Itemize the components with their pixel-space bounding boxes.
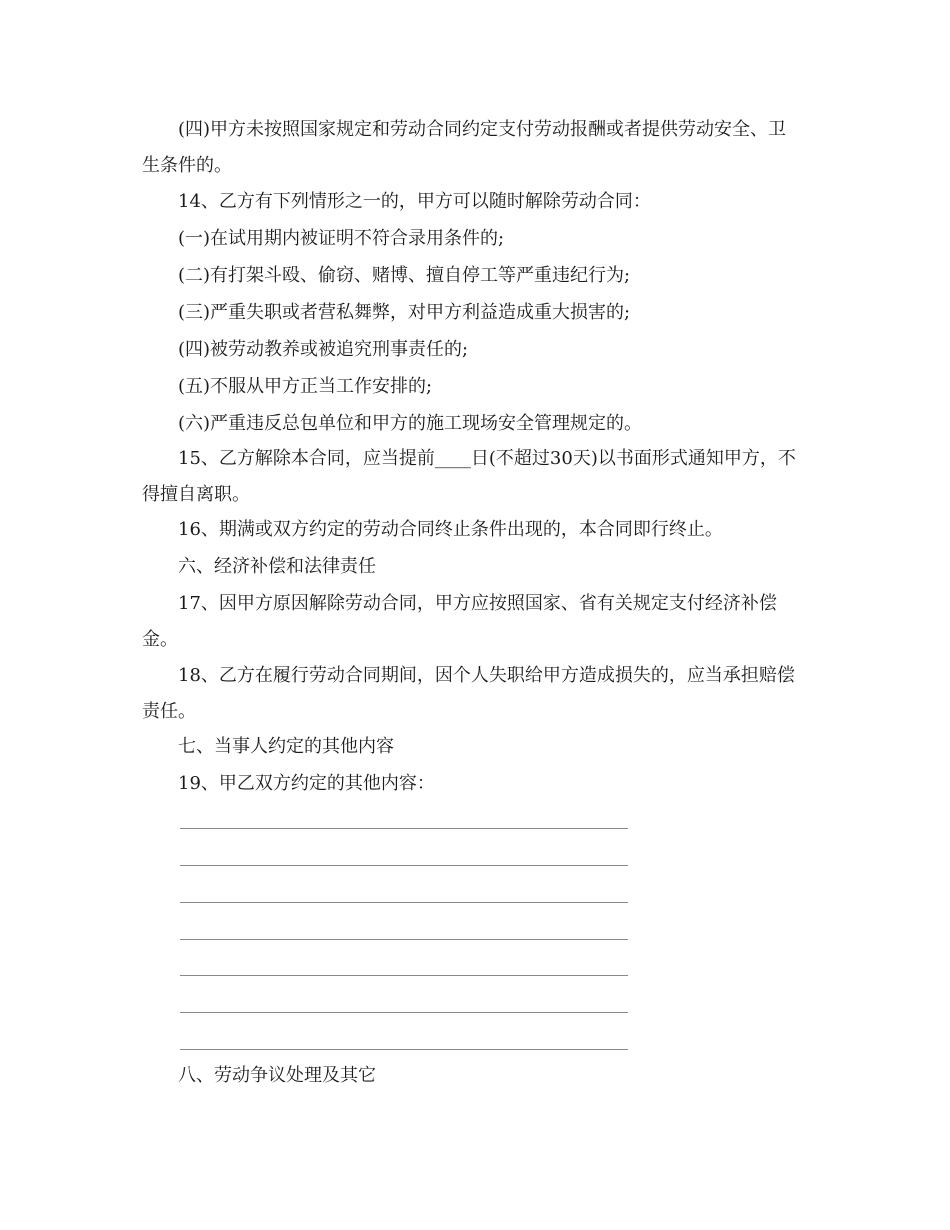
clause-item: (六)严重违反总包单位和甲方的施工现场安全管理规定的。 — [178, 413, 643, 434]
blank-fill-line — [180, 902, 628, 903]
clause-item: (四)被劳动教养或被追究刑事责任的; — [178, 339, 469, 360]
clause-item: (三)严重失职或者营私舞弊，对甲方利益造成重大损害的; — [178, 302, 631, 323]
blank-fill-line — [180, 939, 628, 940]
clause-paragraph: 17、因甲方原因解除劳动合同，甲方应按照国家、省有关规定支付经济补偿金。 — [142, 593, 777, 650]
clause-paragraph: 15、乙方解除本合同，应当提前____日(不超过30天)以书面形式通知甲方，不得擅自离职。 — [142, 448, 796, 505]
clause-item: (二)有打架斗殴、偷窃、赌博、擅自停工等严重违纪行为; — [178, 265, 631, 286]
section-heading: 六、经济补偿和法律责任 — [178, 556, 376, 577]
blank-fill-line — [180, 1012, 628, 1013]
clause-paragraph: (四)甲方未按照国家规定和劳动合同约定支付劳动报酬或者提供劳动安全、卫生条件的。 — [142, 119, 787, 176]
section-heading: 八、劳动争议处理及其它 — [178, 1065, 376, 1086]
clause-paragraph: 18、乙方在履行劳动合同期间，因个人失职给甲方造成损失的，应当承担赔偿责任。 — [142, 665, 795, 722]
clause-item: (五)不服从甲方正当工作安排的; — [178, 376, 433, 397]
section-heading: 七、当事人约定的其他内容 — [178, 736, 394, 757]
clause-paragraph: 19、甲乙双方约定的其他内容： — [178, 773, 435, 794]
blank-fill-line — [180, 975, 628, 976]
clause-item: (一)在试用期内被证明不符合录用条件的; — [178, 228, 505, 249]
blank-fill-line — [180, 865, 628, 866]
clause-paragraph: 16、期满或双方约定的劳动合同终止条件出现的，本合同即行终止。 — [178, 519, 723, 540]
blank-fill-line — [180, 828, 628, 829]
blank-fill-line — [180, 1049, 628, 1050]
clause-paragraph: 14、乙方有下列情形之一的，甲方可以随时解除劳动合同： — [178, 191, 651, 212]
